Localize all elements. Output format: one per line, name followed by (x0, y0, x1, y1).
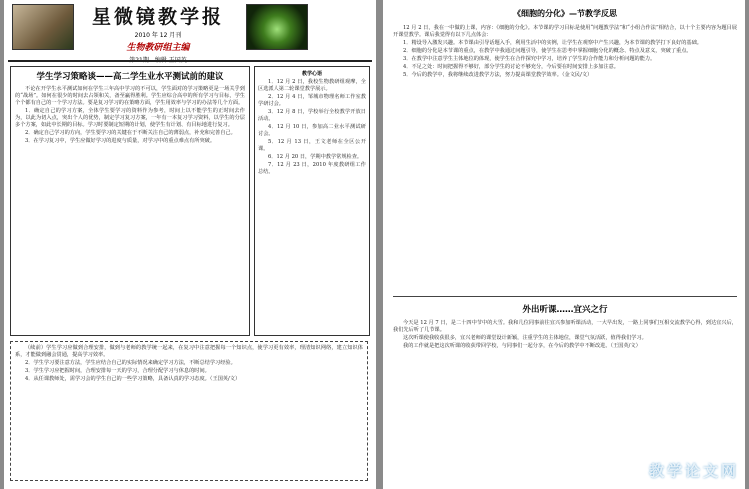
masthead-title: 星微镜教学报 (91, 6, 224, 28)
article-title: 外出听课……宜兴之行 (522, 305, 608, 315)
article-yixing-visit (393, 303, 737, 483)
paragraph: 3．在学习复习中，学生应做好学习的进度与质量，对学习中的重点难点有所突破。 (25, 138, 216, 144)
paragraph: （续前）学生学习应做到合理安排，做到与老师的教学统一起来，在复习中注意把握每一个知识点，使学习更有效率，理清知识网络，建立知识体系，才能做到融会贯通，提高学习效率。 (15, 345, 363, 358)
list-item: 7．12 月 23 日，2010 年度教研组工作总结。 (258, 162, 366, 175)
article-body (393, 320, 737, 350)
paragraph: 1．确定自己的学习方案，全体学生要学习的资料作为参考，时间上以不能学生的正时间去作为，以此为切入点，突出个人的优势，制定学习复习方案，一年有一本复习学习资料，以学生的分层多个方案，如此中长期的目标。学习时要制定短期的计划，使学生有计划、有目标地进行复习。 (15, 108, 245, 128)
masthead (78, 2, 238, 64)
paragraph: 2．确定自己学习的方向，学生要学习的关键在于不断关注自己的薄弱点，补充和完善自己。 (25, 130, 236, 136)
left-page (4, 0, 376, 489)
article-continued (10, 341, 368, 481)
paragraph: 2．学生学习要注意方法，学生应结合自己的实际情况来确定学习方法，不断总结学习经验。 (25, 360, 236, 366)
paragraph: 5．今后的教学中，我将继续改进教学方法，努力提高课堂教学效率。（金文民/文） (403, 72, 593, 78)
paragraph: 不论在开学生水平测试如何在学生三年高中学习的不可以，学生面对的学习策略更是一场关乎到的“战场”。如何在很少的时间去占领和关，备至赢得胜利。学生应综合高中的所有学习与目标，学生个个都有自己的一个学习方法。要是复习学习的在策略方面，学生用效率与学习的办法等几个方面。 (15, 86, 245, 106)
article-study-strategy (10, 66, 250, 336)
header-photo-left (12, 4, 74, 50)
list-item: 1．12 月 2 日，我校生物教研组观摩，全区选派人第二轮课堂教学展示。 (258, 79, 366, 92)
list-item: 3．12 月 8 日，学校举行全校教学开放日活动。 (258, 109, 366, 122)
list-item: 2．12 月 4 日，邹城市物理名师工作室教学研讨会。 (258, 94, 366, 107)
article-body (393, 25, 737, 79)
sidebar-list (258, 79, 366, 176)
paragraph: 这次听课使我收获很多，宜兴老师的课堂设计新颖，注重学生的主体地位，课堂气氛活跃，值得我们学习。 (403, 335, 647, 341)
section-divider (393, 296, 737, 297)
sidebar-title: 教学心语 (301, 71, 322, 77)
paragraph: 今天是 12 月 7 日，是二十四中节中的大雪。我和几位同事前往宜兴参加听课活动，一大早出发，一路上同事们互相交流教学心得，到达宜兴后，我们先后听了几节课。 (393, 320, 737, 333)
masthead-rule (8, 60, 372, 62)
article-title: 学生学习策略谈——高二学生业水平测试前的建议 (36, 72, 224, 82)
article-body (15, 345, 363, 383)
list-item: 6．12 月 20 日，学期中教学常规检查。 (268, 154, 363, 160)
header-photo-right (246, 4, 308, 50)
paragraph: 3．学生学习应把握时间，合理安排每一天的学习，合理分配学习与休息的时间。 (25, 368, 210, 374)
article-body (15, 86, 245, 145)
paragraph: 4．不足之处：时间把握得不够好，部分学生的讨论不够充分，今后要在时间安排上多加注意。 (403, 64, 619, 70)
paragraph: 3．在教学中注意学生主体地位的体现，使学生在合作探究中学习，培养了学生的合作能力和分析问题的能力。 (403, 56, 656, 62)
paragraph: 1．精设导入激发兴趣。本节课由引导话题入手，利用生活中的实例，让学生在观察中产生兴趣，为本节课的教学打下良好的基础。 (403, 40, 702, 46)
article-cell-differentiation (393, 8, 737, 284)
masthead-date: 2010 年 12 月刊 (134, 32, 182, 39)
paragraph: 我的工作就是把这次听课的收获带回学校，与同事们一起分享，在今后的教学中不断改进。（王国英/文） (403, 343, 641, 349)
list-item: 4．12 月 10 日，参加高二业水平测试研讨会。 (258, 124, 366, 137)
sidebar-teaching-notes (254, 66, 370, 336)
paragraph: 12 月 2 日，我在一中做的上课，内容：《细胞的分化》。本节课的学习目标是使用“问题教学法”和“小组合作法”相结合，以十个主要内容为题目展开课堂教学。课后我觉得有以下几点体会： (393, 25, 737, 38)
masthead-subtitle: 生物教研组主编 (126, 43, 190, 53)
article-title: 《细胞的分化》—节教学反思 (513, 9, 617, 18)
paragraph: 2．细胞的分化是本节课的重点，在教学中我通过问题引导，使学生在思考中掌握细胞分化的概念、特点及意义，突破了重点。 (403, 48, 692, 54)
list-item: 5．12 月 13 日，王文老师在全区公开课。 (258, 139, 366, 152)
paragraph: 4．从任课教师处，需学习会的学生自己的一些学习策略，具备认真的学习态度。（王国英/文） (25, 376, 241, 382)
right-page (383, 0, 745, 489)
watermark: 教学论文网 (648, 462, 739, 480)
